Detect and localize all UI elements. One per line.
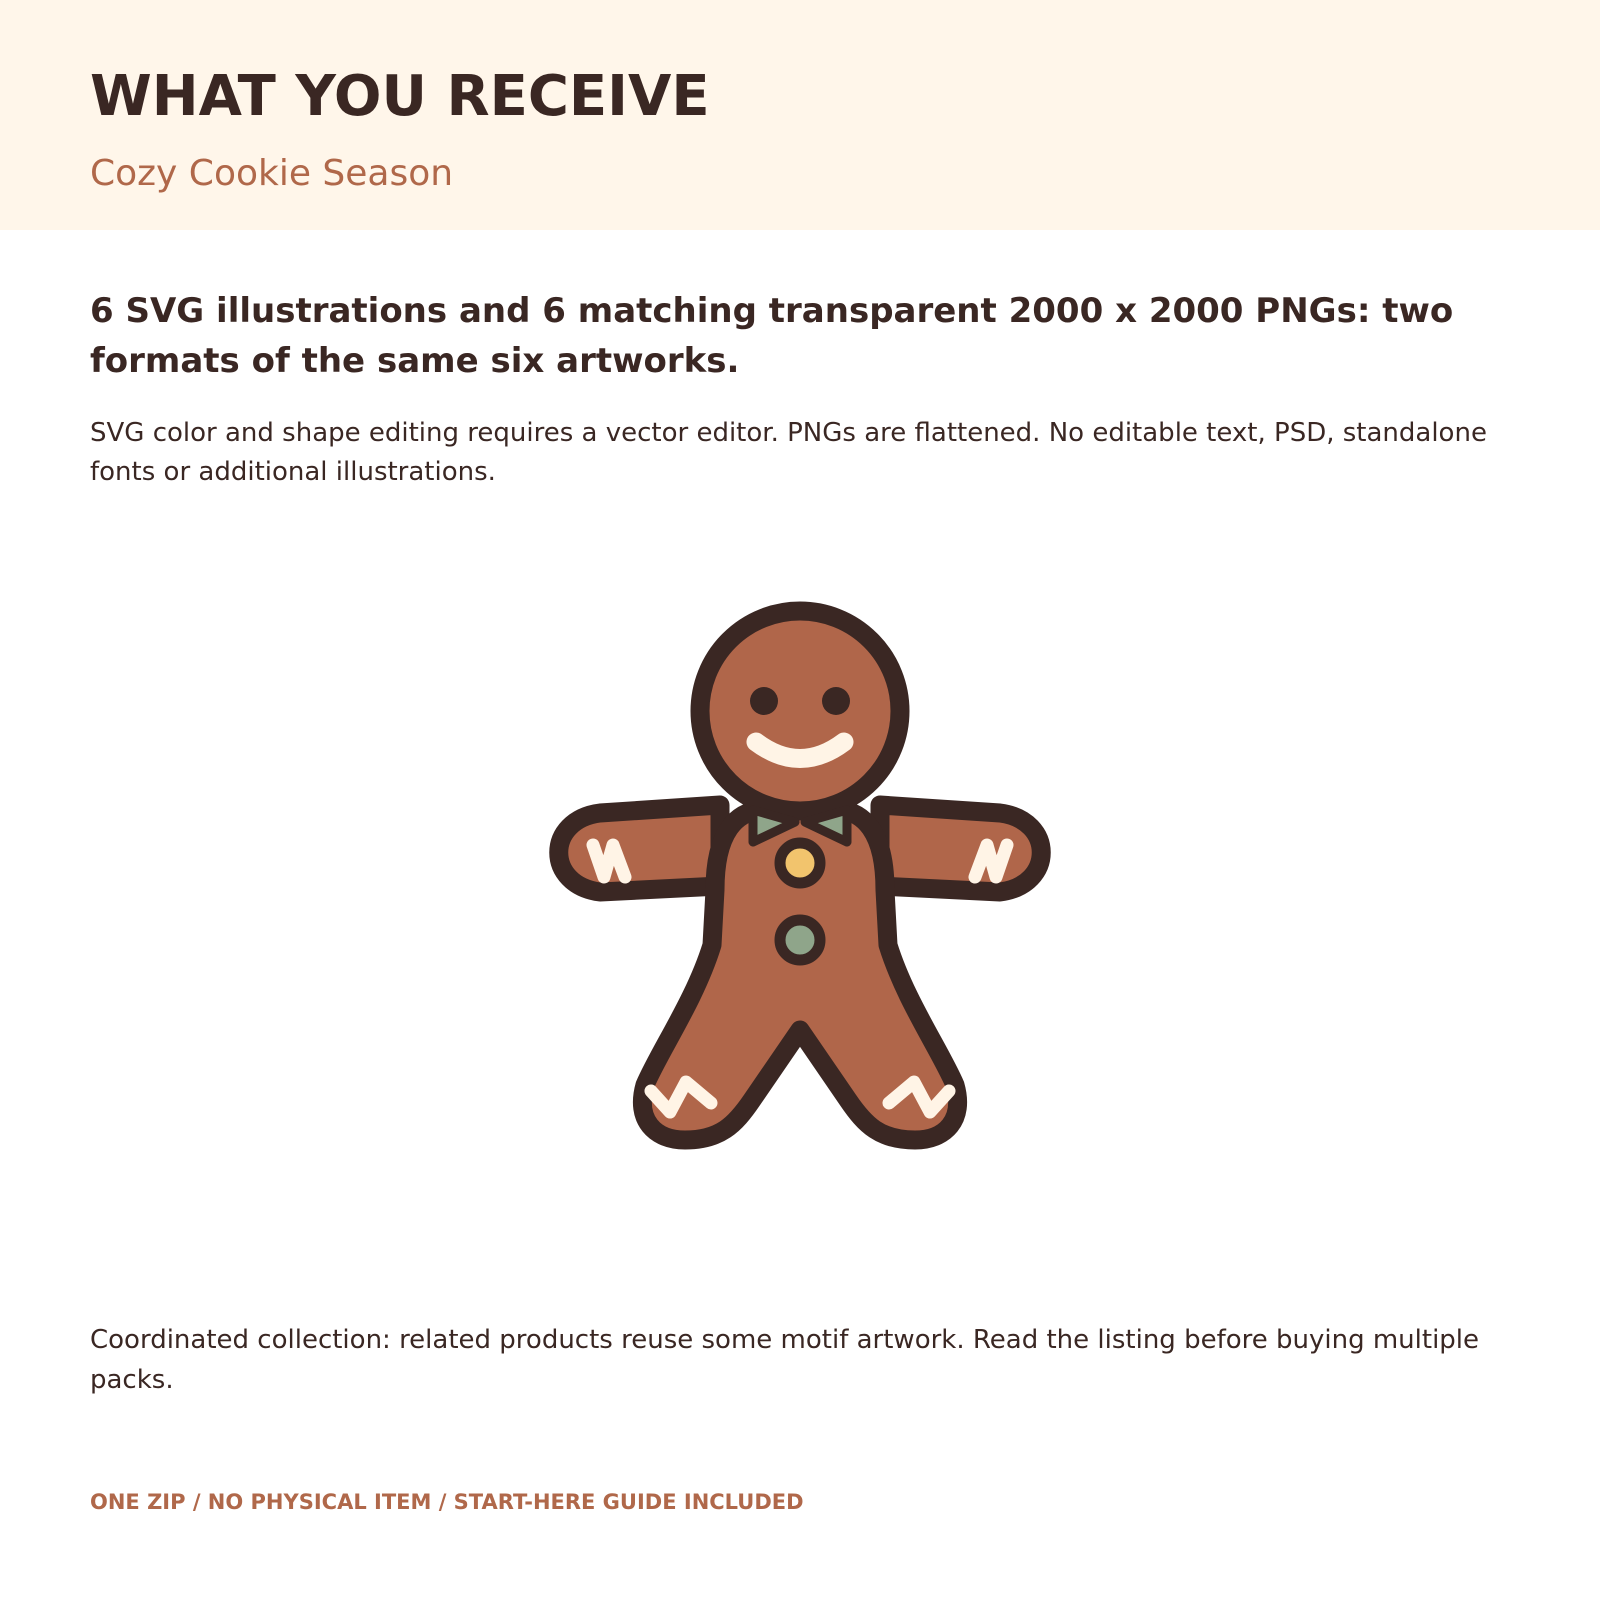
footer-label: ONE ZIP / NO PHYSICAL ITEM / START-HERE GUIDE INCLUDED xyxy=(90,1490,804,1514)
collection-note: Coordinated collection: related products reuse some motif artwork. Read the listing before buying multiple packs. xyxy=(90,1325,1480,1395)
page-title: WHAT YOU RECEIVE xyxy=(90,64,710,129)
top-button xyxy=(780,843,820,883)
head xyxy=(700,611,900,811)
left-eye xyxy=(750,687,778,715)
bottom-button xyxy=(780,920,820,960)
right-eye xyxy=(822,687,850,715)
page-subtitle: Cozy Cookie Season xyxy=(90,153,454,194)
format-note: SVG color and shape editing requires a vector editor. PNGs are flattened. No editable text, PSD, standalone fonts or additional illustrations. xyxy=(90,418,1487,487)
header-band xyxy=(0,0,1600,230)
gingerbread-man-icon xyxy=(545,600,1055,1150)
deliverables-headline: 6 SVG illustrations and 6 matching transparent 2000 x 2000 PNGs: two formats of the same six artworks. xyxy=(90,291,1454,381)
